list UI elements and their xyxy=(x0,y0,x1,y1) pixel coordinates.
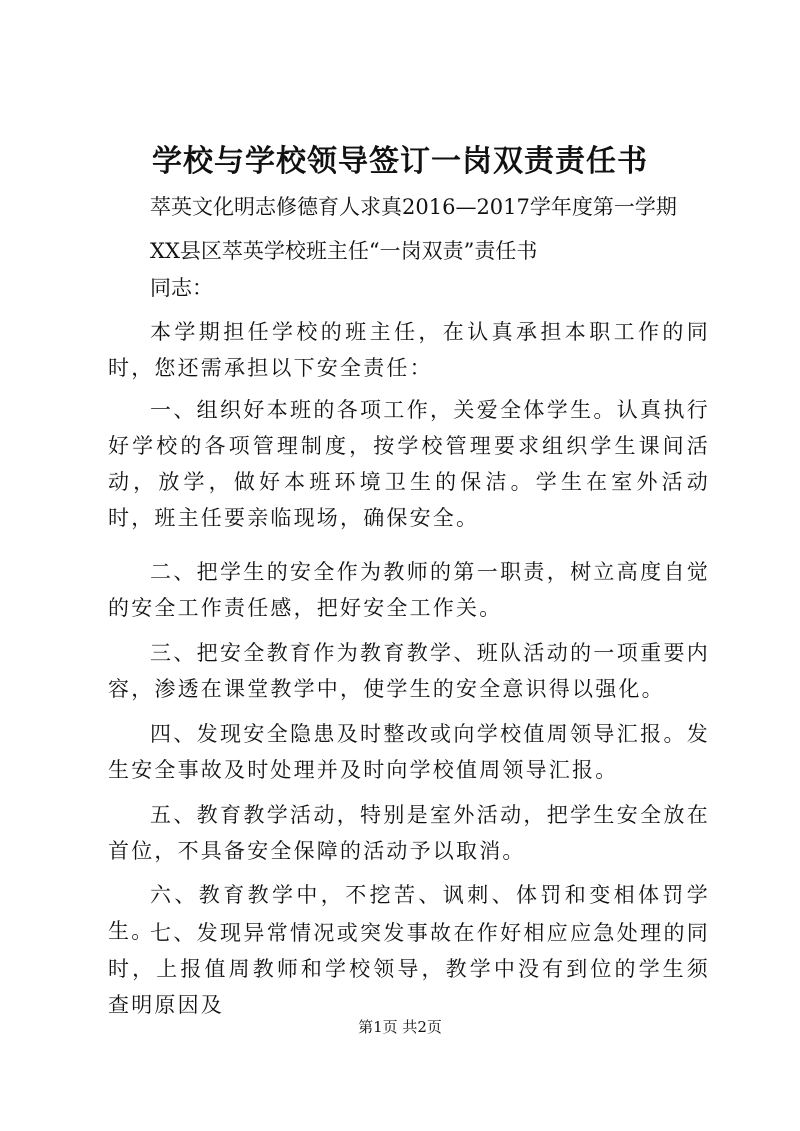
page-footer: 第1页 共2页 xyxy=(358,1018,442,1036)
subtitle-line-2: XX县区萃英学校班主任“一岗双责”责任书 xyxy=(150,239,538,263)
paragraph-item-1: 一、组织好本班的各项工作，关爱全体学生。认真执行好学校的各项管理制度，按学校管理要求组织学生课间活动，放学，做好本班环境卫生的保洁。学生在室外活动时，班主任要亲临现场，确保安全。 xyxy=(108,398,710,530)
paragraph-item-5: 五、教育教学活动，特别是室外活动，把学生安全放在首位，不具备安全保障的活动予以取消。 xyxy=(108,803,710,863)
salutation: 同志： xyxy=(150,276,213,300)
subtitle-line-1: 萃英文化明志修德育人求真2016—2017学年度第一学期 xyxy=(150,195,677,219)
paragraph-item-6: 六、教育教学中，不挖苦、讽刺、体罚和变相体罚学生。 xyxy=(108,883,710,943)
paragraph-item-4: 四、发现安全隐患及时整改或向学校值周领导汇报。发生安全事故及时处理并及时向学校值周领导汇报。 xyxy=(108,722,710,782)
document-title: 学校与学校领导签订一岗双责责任书 xyxy=(152,144,648,179)
paragraph-item-3: 三、把安全教育作为教育教学、班队活动的一项重要内容，渗透在课堂教学中，使学生的安全意识得以强化。 xyxy=(108,641,710,701)
paragraph-item-7: 七、发现异常情况或突发事故在作好相应应急处理的同时，上报值周教师和学校领导，教学中没有到位的学生须查明原因及 xyxy=(108,921,710,1017)
paragraph-item-2: 二、把学生的安全作为教师的第一职责，树立高度自觉的安全工作责任感，把好安全工作关。 xyxy=(108,560,710,620)
paragraph-intro: 本学期担任学校的班主任，在认真承担本职工作的同时，您还需承担以下安全责任： xyxy=(108,320,710,380)
